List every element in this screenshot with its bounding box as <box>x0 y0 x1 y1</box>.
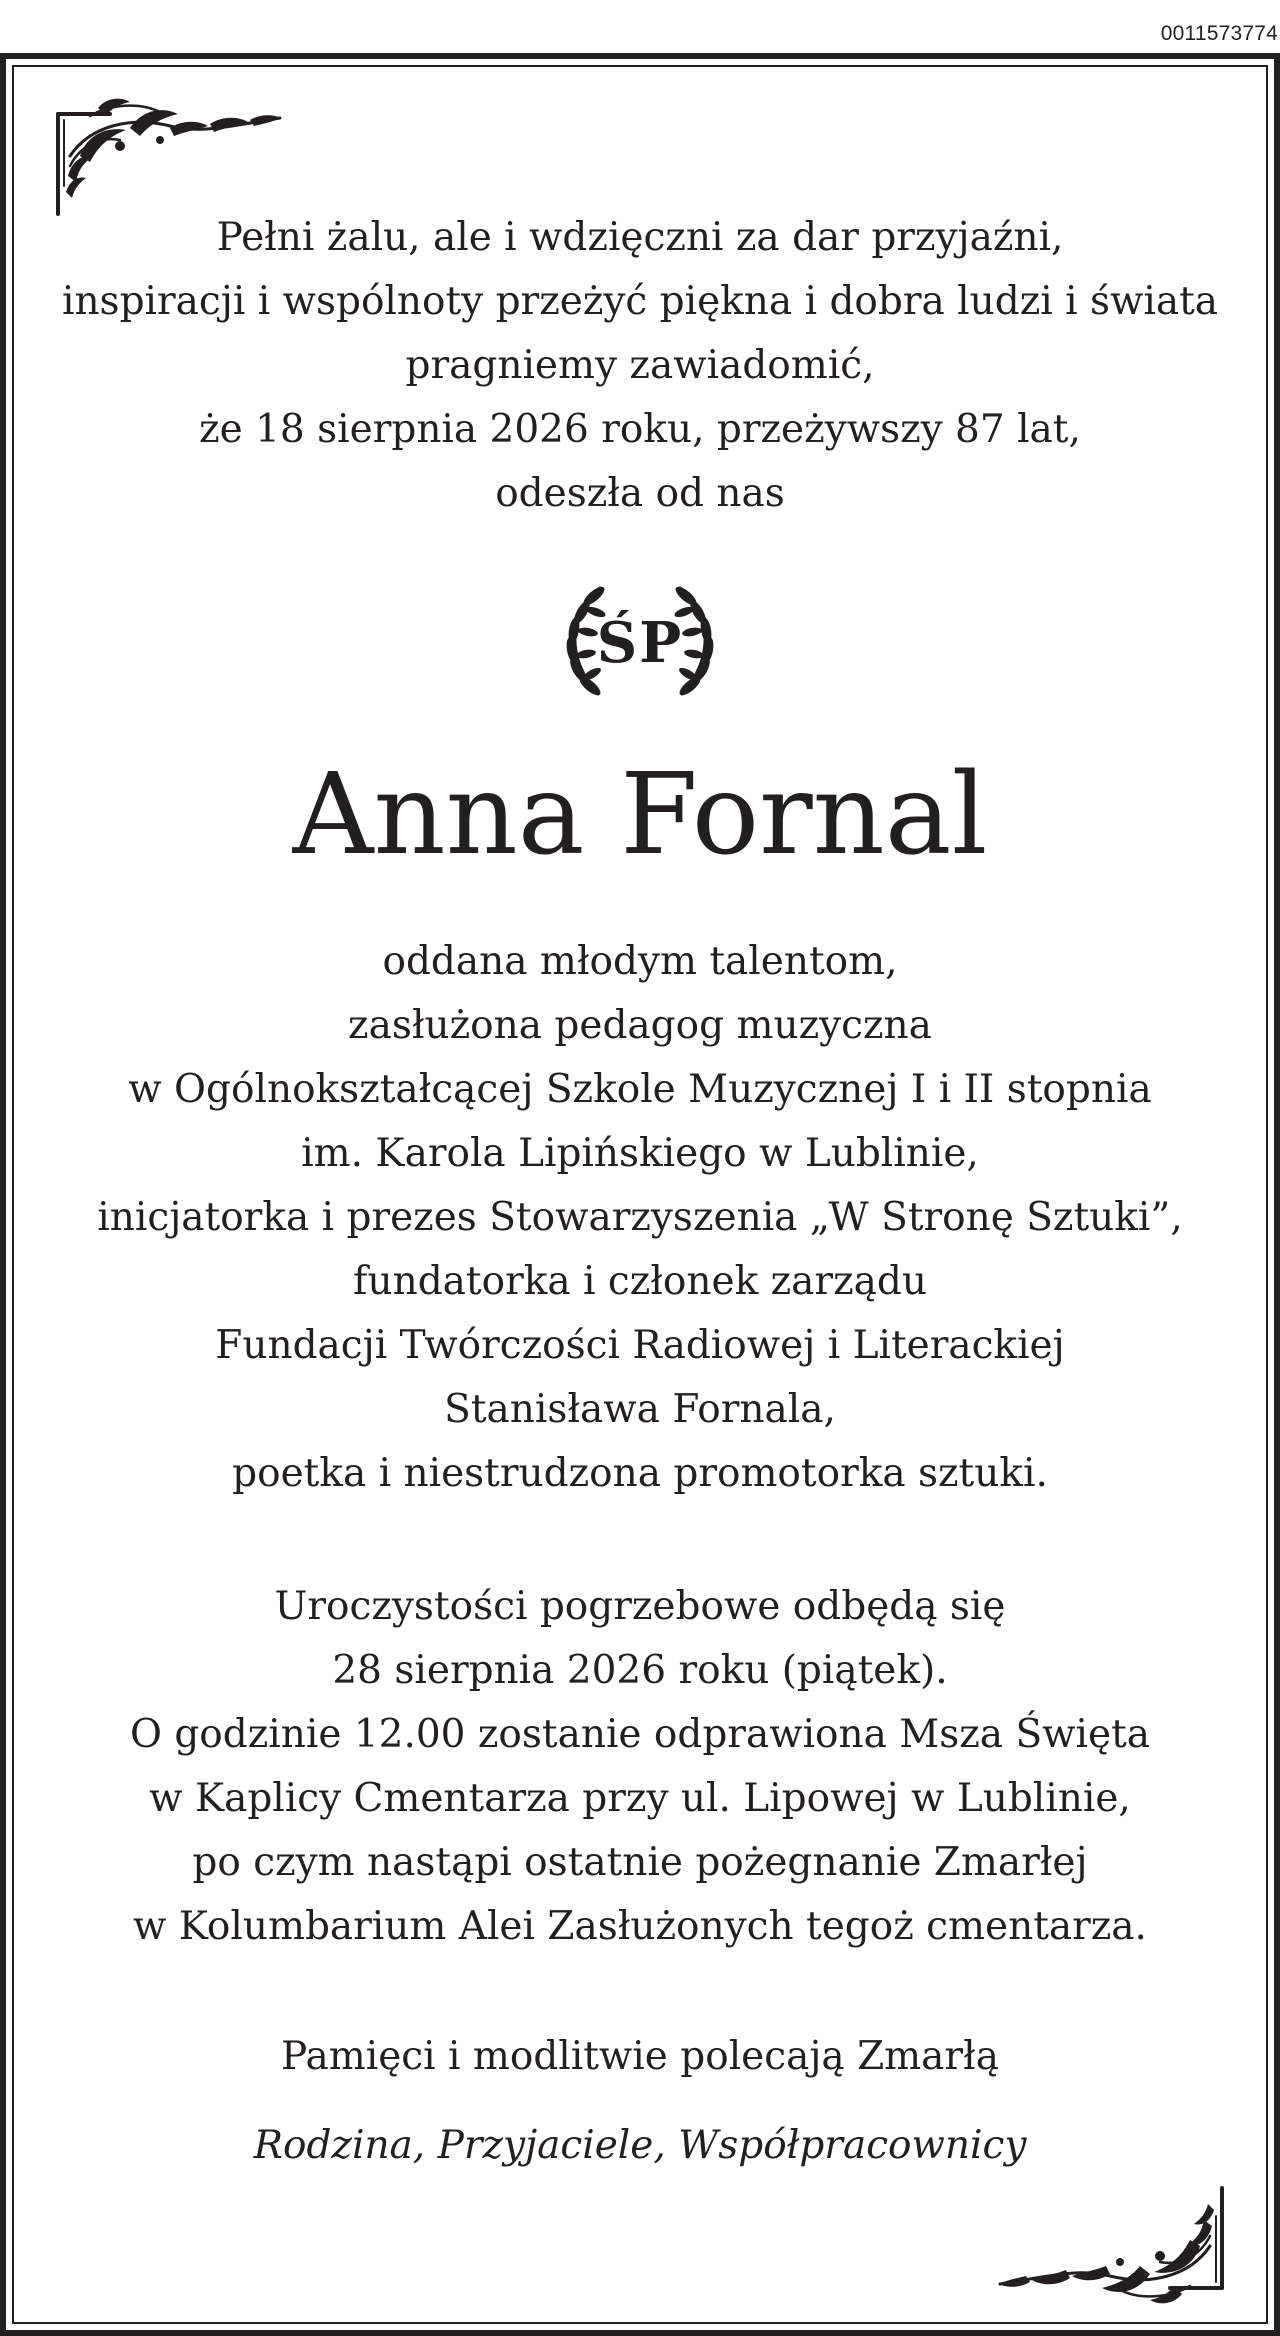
intro-line: odeszła od nas <box>495 471 785 516</box>
intro-line: pragniemy zawiadomić, <box>405 343 875 388</box>
biography-text <box>40 930 1240 1506</box>
closing-line <box>40 2025 1240 2089</box>
bio-line: w Ogólnokształcącej Szkole Muzycznej I i II stopnia <box>128 1067 1152 1112</box>
corner-flourish-icon <box>50 96 290 216</box>
funeral-line: 28 sierpnia 2026 roku (piątek). <box>332 1648 948 1693</box>
bio-line: Fundacji Twórczości Radiowej i Literackiej <box>215 1323 1065 1368</box>
bio-line: fundatorka i członek zarządu <box>353 1259 927 1304</box>
funeral-line: po czym nastąpi ostatnie pożegnanie Zmarłej <box>192 1840 1088 1885</box>
bio-line: inicjatorka i prezes Stowarzyszenia „W Stronę Sztuki”, <box>97 1195 1183 1240</box>
funeral-line: Uroczystości pogrzebowe odbędą się <box>274 1584 1006 1629</box>
sp-letters: ŚP <box>596 610 684 676</box>
funeral-line: w Kaplicy Cmentarza przy ul. Lipowej w Lublinie, <box>149 1776 1131 1821</box>
sp-emblem <box>550 578 730 708</box>
intro-line: inspiracji i wspólnoty przeżyć piękna i dobra ludzi i świata <box>61 279 1219 324</box>
intro-text <box>40 206 1240 526</box>
intro-line: Pełni żalu, ale i wdzięczni za dar przyjaźni, <box>216 215 1064 260</box>
funeral-line: w Kolumbarium Alei Zasłużonych tegoż cmentarza. <box>133 1904 1147 1949</box>
bio-line: im. Karola Lipińskiego w Lublinie, <box>301 1131 979 1176</box>
funeral-line: O godzinie 12.00 zostanie odprawiona Msza Święta <box>129 1712 1151 1757</box>
intro-line: że 18 sierpnia 2026 roku, przeżywszy 87 lat, <box>199 407 1081 452</box>
signature-line: Rodzina, Przyjaciele, Współpracownicy <box>253 2123 1027 2168</box>
deceased-name: Anna Fornal <box>292 750 988 880</box>
bio-line: zasłużona pedagog muzyczna <box>348 1003 932 1048</box>
document-id: 0011573774 <box>1160 22 1278 45</box>
closing-text: Pamięci i modlitwie polecają Zmarłą <box>281 2034 999 2079</box>
funeral-details <box>40 1575 1240 1959</box>
bio-line: Stanisława Fornala, <box>444 1387 836 1432</box>
bio-line: oddana młodym talentom, <box>382 939 898 984</box>
corner-flourish-icon <box>990 2186 1230 2306</box>
bio-line: poetka i niestrudzona promotorka sztuki. <box>232 1451 1048 1496</box>
